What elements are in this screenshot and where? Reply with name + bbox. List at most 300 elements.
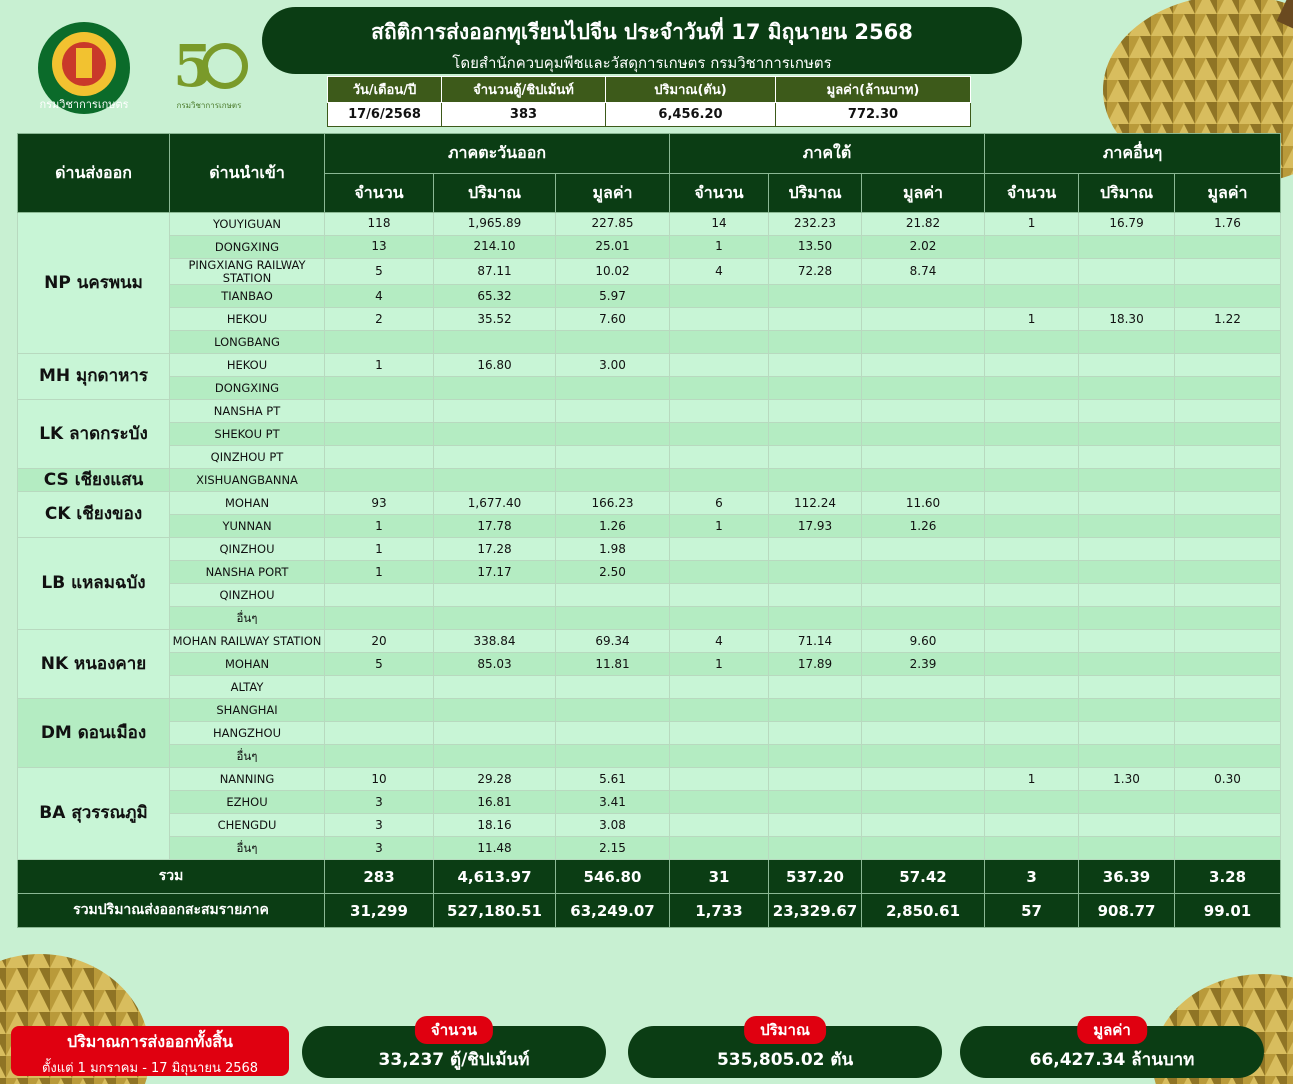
export-port-cell: BA สุวรรณภูมิ (18, 768, 170, 860)
value-cell: 16.81 (434, 791, 556, 814)
value-cell (1175, 745, 1281, 768)
value-cell (670, 837, 769, 860)
value-cell (1175, 400, 1281, 423)
value-cell (985, 400, 1079, 423)
value-cell: 1 (670, 653, 769, 676)
value-cell (556, 607, 670, 630)
value-cell (985, 791, 1079, 814)
value-cell (985, 676, 1079, 699)
value-cell (862, 791, 985, 814)
value-cell (670, 538, 769, 561)
value-cell: 166.23 (556, 492, 670, 515)
value-cell (556, 584, 670, 607)
value-cell (1079, 285, 1175, 308)
table-row (18, 630, 1281, 653)
value-cell (1175, 607, 1281, 630)
summary-value: 772.30 (776, 103, 971, 127)
value-cell (1079, 515, 1175, 538)
value-cell (769, 354, 862, 377)
summary-header-date: วัน/เดือน/ปี (328, 77, 442, 103)
value-cell (1175, 561, 1281, 584)
value-cell: 13.50 (769, 236, 862, 259)
value-cell (769, 814, 862, 837)
subheader-count: จำนวน (325, 174, 434, 213)
table-row (18, 354, 1281, 377)
value-cell (1079, 630, 1175, 653)
value-cell (670, 354, 769, 377)
value-cell (434, 607, 556, 630)
table-row (18, 236, 1281, 259)
value-cell (670, 814, 769, 837)
summary-qty: 6,456.20 (606, 103, 776, 127)
ytd-value-tag: มูลค่า (1077, 1016, 1147, 1044)
value-cell (769, 561, 862, 584)
value-cell: 1.30 (1079, 768, 1175, 791)
page-title: สถิติการส่งออกทุเรียนไปจีน ประจำวันที่ 17 มิถุนายน 2568 (371, 20, 913, 44)
value-cell: 93 (325, 492, 434, 515)
value-cell (862, 676, 985, 699)
value-cell (985, 354, 1079, 377)
value-cell (985, 814, 1079, 837)
cumulative-cell: 527,180.51 (434, 894, 556, 928)
value-cell (769, 607, 862, 630)
value-cell (325, 722, 434, 745)
value-cell (862, 722, 985, 745)
value-cell (1175, 814, 1281, 837)
total-row (18, 860, 1281, 894)
subheader-quantity: ปริมาณ (434, 174, 556, 213)
value-cell (1175, 331, 1281, 354)
import-port-cell: NANSHA PT (170, 400, 325, 423)
value-cell (862, 377, 985, 400)
ytd-quantity-pill (628, 1021, 942, 1078)
import-port-cell: YOUYIGUAN (170, 213, 325, 236)
value-cell: 1.26 (862, 515, 985, 538)
value-cell: 17.93 (769, 515, 862, 538)
table-row (18, 653, 1281, 676)
value-cell (862, 699, 985, 722)
value-cell (556, 400, 670, 423)
cumulative-cell: 23,329.67 (769, 894, 862, 928)
value-cell (1079, 423, 1175, 446)
value-cell (1175, 236, 1281, 259)
ytd-value-value: 66,427.34 ล้านบาท (1029, 1050, 1195, 1070)
value-cell (325, 676, 434, 699)
value-cell (985, 607, 1079, 630)
value-cell (556, 722, 670, 745)
value-cell: 9.60 (862, 630, 985, 653)
value-cell (670, 285, 769, 308)
import-port-cell: YUNNAN (170, 515, 325, 538)
value-cell (985, 285, 1079, 308)
value-cell: 87.11 (434, 259, 556, 285)
value-cell: 4 (670, 630, 769, 653)
total-cell: 36.39 (1079, 860, 1175, 894)
import-port-cell: MOHAN (170, 492, 325, 515)
value-cell (769, 699, 862, 722)
value-cell (670, 722, 769, 745)
value-cell (985, 837, 1079, 860)
value-cell: 4 (670, 259, 769, 285)
value-cell: 1,677.40 (434, 492, 556, 515)
value-cell: 17.89 (769, 653, 862, 676)
value-cell (1175, 584, 1281, 607)
table-row (18, 699, 1281, 722)
table-row (18, 469, 1281, 492)
value-cell (325, 745, 434, 768)
export-statistics-table (17, 133, 1281, 928)
ytd-total-box (11, 1026, 289, 1076)
value-cell (434, 469, 556, 492)
value-cell (1079, 607, 1175, 630)
value-cell: 35.52 (434, 308, 556, 331)
value-cell (985, 492, 1079, 515)
value-cell: 1.98 (556, 538, 670, 561)
value-cell (1175, 538, 1281, 561)
value-cell (670, 308, 769, 331)
value-cell (1079, 331, 1175, 354)
value-cell: 7.60 (556, 308, 670, 331)
total-cell: 546.80 (556, 860, 670, 894)
subheader-count: จำนวน (985, 174, 1079, 213)
value-cell (862, 446, 985, 469)
table-row (18, 676, 1281, 699)
value-cell: 17.78 (434, 515, 556, 538)
value-cell (769, 538, 862, 561)
value-cell (1175, 722, 1281, 745)
value-cell (1079, 561, 1175, 584)
import-port-cell: อื่นๆ (170, 745, 325, 768)
subheader-value: มูลค่า (556, 174, 670, 213)
cumulative-cell: 31,299 (325, 894, 434, 928)
value-cell: 338.84 (434, 630, 556, 653)
subheader-value: มูลค่า (862, 174, 985, 213)
value-cell (769, 446, 862, 469)
total-cell: 3 (985, 860, 1079, 894)
value-cell (434, 377, 556, 400)
value-cell (556, 377, 670, 400)
value-cell (862, 308, 985, 331)
value-cell (325, 446, 434, 469)
value-cell (862, 561, 985, 584)
ytd-count-tag: จำนวน (415, 1016, 493, 1044)
value-cell: 1 (325, 538, 434, 561)
table-row (18, 584, 1281, 607)
value-cell: 2.39 (862, 653, 985, 676)
table-row (18, 745, 1281, 768)
value-cell (670, 400, 769, 423)
value-cell (556, 676, 670, 699)
value-cell (1079, 653, 1175, 676)
import-port-cell: MOHAN (170, 653, 325, 676)
value-cell (325, 331, 434, 354)
value-cell (985, 515, 1079, 538)
total-cell: 57.42 (862, 860, 985, 894)
value-cell: 1 (325, 515, 434, 538)
table-row (18, 814, 1281, 837)
value-cell: 3 (325, 814, 434, 837)
value-cell (1175, 469, 1281, 492)
value-cell (1079, 791, 1175, 814)
import-port-cell: ALTAY (170, 676, 325, 699)
value-cell: 11.60 (862, 492, 985, 515)
cumulative-row (18, 894, 1281, 928)
value-cell (670, 584, 769, 607)
value-cell (670, 331, 769, 354)
value-cell (1175, 446, 1281, 469)
value-cell: 72.28 (769, 259, 862, 285)
value-cell (1079, 837, 1175, 860)
value-cell (1079, 492, 1175, 515)
value-cell (434, 446, 556, 469)
value-cell (1175, 653, 1281, 676)
export-port-cell: DM ดอนเมือง (18, 699, 170, 768)
value-cell (862, 768, 985, 791)
value-cell (862, 584, 985, 607)
value-cell (670, 676, 769, 699)
value-cell (1079, 259, 1175, 285)
table-row (18, 492, 1281, 515)
header-region-south: ภาคใต้ (670, 134, 985, 174)
value-cell: 20 (325, 630, 434, 653)
ytd-count-value: 33,237 ตู้/ชิปเม้นท์ (378, 1050, 530, 1070)
table-row (18, 285, 1281, 308)
value-cell (862, 814, 985, 837)
export-port-cell: LB แหลมฉบัง (18, 538, 170, 630)
value-cell (1079, 469, 1175, 492)
value-cell: 11.48 (434, 837, 556, 860)
table-row (18, 837, 1281, 860)
value-cell (1175, 837, 1281, 860)
value-cell: 10 (325, 768, 434, 791)
import-port-cell: XISHUANGBANNA (170, 469, 325, 492)
export-port-cell: NK หนองคาย (18, 630, 170, 699)
value-cell (985, 561, 1079, 584)
cumulative-cell: 99.01 (1175, 894, 1281, 928)
table-row (18, 768, 1281, 791)
value-cell: 214.10 (434, 236, 556, 259)
subheader-value: มูลค่า (1175, 174, 1281, 213)
value-cell: 112.24 (769, 492, 862, 515)
logo-text: กรมวิชาการเกษตร (176, 101, 242, 110)
value-cell (769, 308, 862, 331)
value-cell (769, 768, 862, 791)
value-cell: 2.02 (862, 236, 985, 259)
ytd-value-pill (960, 1021, 1264, 1078)
value-cell (670, 745, 769, 768)
value-cell: 69.34 (556, 630, 670, 653)
value-cell: 8.74 (862, 259, 985, 285)
table-row (18, 446, 1281, 469)
value-cell (769, 745, 862, 768)
total-label: รวม (18, 860, 325, 894)
table-row (18, 400, 1281, 423)
header-import-port: ด่านนำเข้า (170, 134, 325, 213)
value-cell: 1 (325, 561, 434, 584)
value-cell (769, 285, 862, 308)
import-port-cell: DONGXING (170, 377, 325, 400)
total-cell: 283 (325, 860, 434, 894)
value-cell (985, 630, 1079, 653)
value-cell: 1 (985, 213, 1079, 236)
value-cell (985, 722, 1079, 745)
value-cell: 4 (325, 285, 434, 308)
total-cell: 537.20 (769, 860, 862, 894)
import-port-cell: HEKOU (170, 354, 325, 377)
value-cell (1079, 377, 1175, 400)
value-cell: 17.28 (434, 538, 556, 561)
value-cell (325, 699, 434, 722)
logo-text: กรมวิชาการเกษตร (39, 98, 129, 111)
import-port-cell: LONGBANG (170, 331, 325, 354)
value-cell (862, 538, 985, 561)
table-row (18, 423, 1281, 446)
value-cell (862, 607, 985, 630)
table-row (18, 331, 1281, 354)
value-cell: 0.30 (1175, 768, 1281, 791)
value-cell: 1 (325, 354, 434, 377)
value-cell (985, 259, 1079, 285)
value-cell (769, 837, 862, 860)
export-port-cell: NP นครพนม (18, 213, 170, 354)
subheader-quantity: ปริมาณ (769, 174, 862, 213)
value-cell (1079, 354, 1175, 377)
import-port-cell: DONGXING (170, 236, 325, 259)
value-cell: 21.82 (862, 213, 985, 236)
value-cell (1175, 791, 1281, 814)
cumulative-cell: 57 (985, 894, 1079, 928)
value-cell (670, 607, 769, 630)
header-region-other: ภาคอื่นๆ (985, 134, 1281, 174)
title-banner (262, 7, 1022, 74)
value-cell: 18.16 (434, 814, 556, 837)
summary-header-count: จำนวนตู้/ชิปเม้นท์ (442, 77, 606, 103)
page-subtitle: โดยสำนักควบคุมพืชและวัสดุการเกษตร กรมวิชาการเกษตร (452, 54, 832, 72)
value-cell (862, 837, 985, 860)
value-cell (670, 446, 769, 469)
value-cell (1175, 630, 1281, 653)
subheader-count: จำนวน (670, 174, 769, 213)
value-cell (862, 285, 985, 308)
value-cell (434, 745, 556, 768)
value-cell: 2.15 (556, 837, 670, 860)
value-cell: 3 (325, 791, 434, 814)
value-cell (325, 607, 434, 630)
table-body (18, 213, 1281, 860)
value-cell (1175, 377, 1281, 400)
value-cell (862, 745, 985, 768)
value-cell (1175, 699, 1281, 722)
value-cell (434, 722, 556, 745)
value-cell: 1 (985, 768, 1079, 791)
anniversary-50-logo (163, 24, 255, 116)
value-cell (769, 400, 862, 423)
daily-summary-table (327, 76, 971, 127)
import-port-cell: NANNING (170, 768, 325, 791)
value-cell (769, 331, 862, 354)
value-cell: 71.14 (769, 630, 862, 653)
value-cell: 5.97 (556, 285, 670, 308)
value-cell: 10.02 (556, 259, 670, 285)
value-cell (1175, 354, 1281, 377)
value-cell (1175, 423, 1281, 446)
value-cell (985, 699, 1079, 722)
table-row (18, 607, 1281, 630)
value-cell: 2.50 (556, 561, 670, 584)
value-cell (1079, 745, 1175, 768)
value-cell (670, 791, 769, 814)
table-row (18, 791, 1281, 814)
value-cell: 25.01 (556, 236, 670, 259)
value-cell: 3 (325, 837, 434, 860)
cumulative-cell: 1,733 (670, 894, 769, 928)
table-row (18, 538, 1281, 561)
import-port-cell: PINGXIANG RAILWAY STATION (170, 259, 325, 285)
table-row (18, 213, 1281, 236)
value-cell (769, 377, 862, 400)
value-cell: 13 (325, 236, 434, 259)
value-cell (985, 584, 1079, 607)
value-cell: 118 (325, 213, 434, 236)
ytd-title: ปริมาณการส่งออกทั้งสิ้น (67, 1032, 233, 1051)
table-row (18, 308, 1281, 331)
cumulative-label: รวมปริมาณส่งออกสะสมรายภาค (18, 894, 325, 928)
value-cell (985, 653, 1079, 676)
value-cell (862, 469, 985, 492)
department-seal-logo (36, 20, 132, 116)
value-cell (325, 377, 434, 400)
import-port-cell: อื่นๆ (170, 607, 325, 630)
value-cell: 227.85 (556, 213, 670, 236)
value-cell (985, 331, 1079, 354)
table-row (18, 259, 1281, 285)
value-cell (434, 676, 556, 699)
value-cell: 65.32 (434, 285, 556, 308)
import-port-cell: MOHAN RAILWAY STATION (170, 630, 325, 653)
value-cell (1079, 699, 1175, 722)
value-cell (434, 423, 556, 446)
value-cell (769, 722, 862, 745)
summary-header-qty: ปริมาณ(ตัน) (606, 77, 776, 103)
value-cell (769, 469, 862, 492)
value-cell (862, 423, 985, 446)
value-cell (1079, 400, 1175, 423)
value-cell: 11.81 (556, 653, 670, 676)
summary-count: 383 (442, 103, 606, 127)
value-cell (1079, 236, 1175, 259)
header-export-port: ด่านส่งออก (18, 134, 170, 213)
import-port-cell: EZHOU (170, 791, 325, 814)
value-cell (325, 400, 434, 423)
table-row (18, 561, 1281, 584)
value-cell (862, 331, 985, 354)
value-cell: 29.28 (434, 768, 556, 791)
value-cell (556, 469, 670, 492)
cumulative-cell: 63,249.07 (556, 894, 670, 928)
total-cell: 4,613.97 (434, 860, 556, 894)
value-cell (556, 331, 670, 354)
summary-date: 17/6/2568 (328, 103, 442, 127)
value-cell (985, 377, 1079, 400)
value-cell: 1 (670, 236, 769, 259)
import-port-cell: HEKOU (170, 308, 325, 331)
ytd-date-range: ตั้งแต่ 1 มกราคม - 17 มิถุนายน 2568 (41, 1061, 259, 1076)
ytd-quantity-value: 535,805.02 ตัน (716, 1050, 854, 1070)
import-port-cell: SHANGHAI (170, 699, 325, 722)
ytd-quantity-tag: ปริมาณ (744, 1016, 826, 1044)
value-cell (769, 584, 862, 607)
cumulative-cell: 908.77 (1079, 894, 1175, 928)
